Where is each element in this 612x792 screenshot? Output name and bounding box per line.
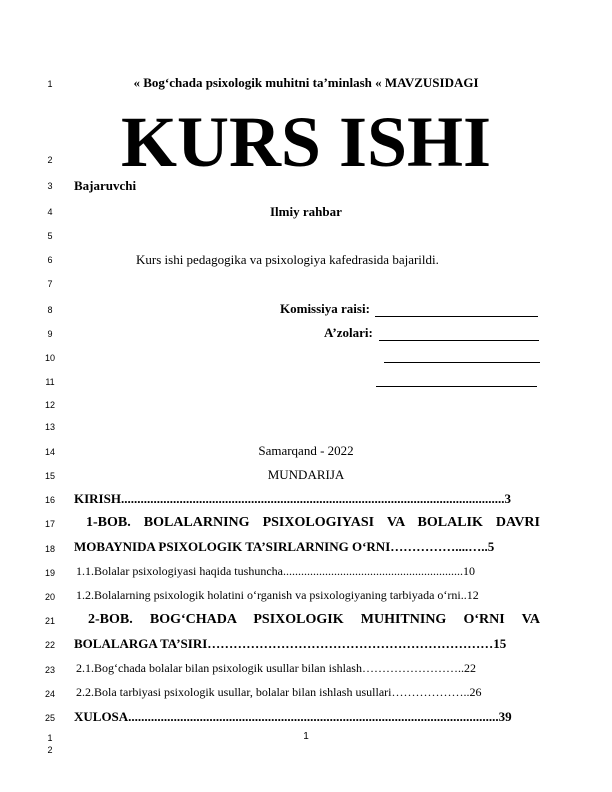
line-number: 24 bbox=[44, 689, 55, 699]
member-signature-line bbox=[379, 340, 539, 341]
line-number: 12 bbox=[44, 400, 55, 410]
line-number: 3 bbox=[47, 181, 53, 191]
line-number: 6 bbox=[47, 255, 53, 265]
line-number: 16 bbox=[44, 495, 55, 505]
toc-section-1-1: 1.1.Bolalar psixologiyasi haqida tushuncha............................................................10 bbox=[76, 564, 475, 578]
commission-label: Komissiya raisi: bbox=[280, 301, 370, 316]
member-signature-line bbox=[384, 362, 540, 363]
line-number: 15 bbox=[44, 471, 55, 481]
line-number: 8 bbox=[47, 305, 53, 315]
line-number: 2 bbox=[47, 155, 53, 165]
line-number: 25 bbox=[44, 713, 55, 723]
line-number: 23 bbox=[44, 665, 55, 675]
footer-line-number: 1 bbox=[47, 733, 53, 743]
toc-chapter-2-title-cont: BOLALARGA TA’SIRI…………………………………………………………15 bbox=[74, 636, 507, 651]
toc-entry-introduction: KIRISH......................................................................................................................3 bbox=[74, 491, 511, 506]
line-number: 17 bbox=[44, 519, 55, 529]
toc-entry-conclusion: XULOSA..................................................................................................................39 bbox=[74, 709, 512, 724]
member-signature-line bbox=[376, 386, 537, 387]
line-number: 1 bbox=[47, 79, 53, 89]
footer-line-number: 2 bbox=[47, 745, 53, 755]
line-number: 13 bbox=[44, 422, 55, 432]
toc-chapter-2-title: 2-BOB. BOG‘CHADA PSIXOLOGIK MUHITNING O‘RNI VA bbox=[88, 612, 540, 627]
document-title: KURS ISHI bbox=[120, 102, 492, 182]
line-number: 5 bbox=[47, 231, 53, 241]
line-number: 18 bbox=[44, 544, 55, 554]
line-number: 14 bbox=[44, 447, 55, 457]
toc-section-2-1: 2.1.Bog‘chada bolalar bilan psixologik usullar bilan ishlash……………………..22 bbox=[76, 661, 476, 675]
department-note: Kurs ishi pedagogika va psixologiya kafedrasida bajarildi. bbox=[136, 252, 439, 267]
commission-signature-line bbox=[375, 316, 538, 317]
topic-header: « Bog‘chada psixologik muhitni ta’minlash « MAVZUSIDAGI bbox=[133, 75, 479, 90]
city-year: Samarqand - 2022 bbox=[258, 443, 354, 458]
toc-section-2-2: 2.2.Bola tarbiyasi psixologik usullar, bolalar bilan ishlash usullari………………..26 bbox=[76, 685, 482, 699]
line-number: 11 bbox=[45, 377, 55, 387]
line-number: 22 bbox=[44, 640, 55, 650]
line-number: 21 bbox=[44, 616, 55, 626]
performer-label: Bajaruvchi bbox=[74, 178, 137, 193]
supervisor-label: Ilmiy rahbar bbox=[270, 204, 342, 219]
members-label: A’zolari: bbox=[324, 325, 373, 340]
toc-section-1-2: 1.2.Bolalarning psixologik holatini o‘rganish va psixologiyaning tarbiyada o‘rni..12 bbox=[76, 588, 479, 602]
line-number: 20 bbox=[44, 592, 55, 602]
page-number: 1 bbox=[303, 731, 309, 742]
line-number: 10 bbox=[44, 353, 55, 363]
contents-title: MUNDARIJA bbox=[267, 467, 345, 482]
line-number: 4 bbox=[47, 207, 53, 217]
line-number: 9 bbox=[47, 329, 53, 339]
toc-chapter-1-title-cont: MOBAYNIDA PSIXOLOGIK TA’SIRLARNING O‘RNI……………....…..5 bbox=[74, 539, 495, 554]
line-number: 19 bbox=[44, 568, 55, 578]
line-number: 7 bbox=[47, 279, 53, 289]
toc-chapter-1-title: 1-BOB. BOLALARNING PSIXOLOGIYASI VA BOLALIK DAVRI bbox=[86, 515, 540, 530]
